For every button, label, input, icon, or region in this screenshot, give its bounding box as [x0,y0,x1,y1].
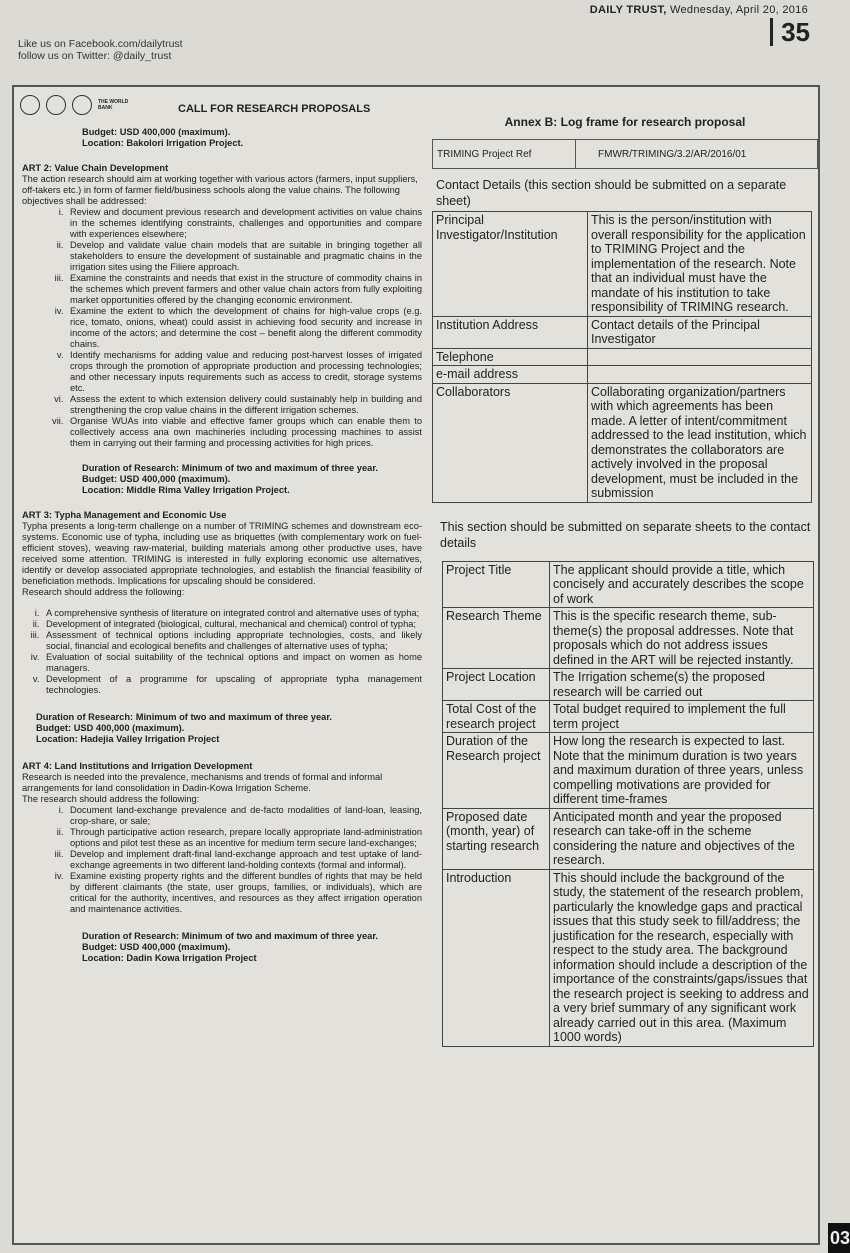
table-row [443,808,814,869]
newspaper-name: DAILY TRUST, Wednesday, April 20, 2016 [589,4,808,16]
coat-of-arms-logo [20,95,40,115]
table-cell: Total Cost of the research project [443,701,550,733]
table-cell: This is the person/institution with overall responsibility for the application to TRIMING Project and the implementation of the research. Note that an individual must have the mandate of his institution to take responsibility of TRIMING research. [588,212,812,317]
table-cell [588,366,812,384]
table-row [433,212,812,317]
table-row [433,383,812,502]
table-cell: Collaborating organization/partners with which agreements has been made. A letter of intent/commitment addressed to the lead institution, which demonstrates the collaborators are actively involved in the proposal development, must be included in the submission [588,383,812,502]
page-number: 35 [770,18,810,46]
masthead [0,0,850,85]
art4-intro: Research is needed into the prevalence, mechanisms and trends of formal and informal arrangements for land consolidation in Dadin-Kowa Irrigation Scheme. [22,772,383,793]
art2-intro: The action research should aim at working together with various actors (farmers, input suppliers, off-takers etc.) in form of farmer field/business schools along the value chains. The following objectives shall be addressed: [22,174,418,206]
social-links [18,38,183,62]
table-cell: The applicant should provide a title, which concisely and accurately describes the scope of work [550,561,814,608]
art2-location: Location: Middle Rima Valley Irrigation Project. [82,485,290,495]
table-cell: Research Theme [443,608,550,669]
list-item: iv. Evaluation of social suitability of the technical options and impact on women as home managers. [42,652,422,674]
table-cell: The Irrigation scheme(s) the proposed research will be carried out [550,669,814,701]
table-row [443,701,814,733]
list-item: i. Review and document previous research and development activities on value chains in the schemes identifying constraints, challenges and opportunities and compare with experiences elsewhere; [66,207,422,240]
list-item: v. Development of a programme for upscaling of appropriate typha management technologies. [42,674,422,696]
art4-budget: Budget: USD 400,000 (maximum). [82,942,231,952]
list-item: ii. Develop and validate value chain models that are suitable in bringing together all stakeholders to ensure the development of sustainable and pragmatic chains in the irrigation sites using the Filiere approach. [66,240,422,273]
art4-title: ART 4: Land Institutions and Irrigation Development [22,761,253,771]
triming-logo [72,95,92,115]
art2-duration: Duration of Research: Minimum of two and maximum of three year. [82,463,379,473]
twitter-link[interactable]: follow us on Twitter: @daily_trust [18,50,172,62]
intro-location: Location: Bakolori Irrigation Project. [82,138,244,148]
art3-duration: Duration of Research: Minimum of two and maximum of three year. [36,712,333,722]
left-column [22,127,422,964]
art2-budget: Budget: USD 400,000 (maximum). [82,474,231,484]
advert-header [20,93,420,123]
table-cell: e-mail address [433,366,588,384]
table-cell: Introduction [443,869,550,1046]
art4-lead: The research should address the following: [22,794,200,804]
art4-duration: Duration of Research: Minimum of two and maximum of three year. [82,931,379,941]
list-item: i. A comprehensive synthesis of literature on integrated control and alternative uses of typha; [42,608,422,619]
art3-budget: Budget: USD 400,000 (maximum). [36,723,185,733]
table-cell: Proposed date (month, year) of starting research [443,808,550,869]
facebook-link[interactable]: Like us on Facebook.com/dailytrust [18,38,183,50]
ministry-logo [46,95,66,115]
table-cell: How long the research is expected to last. Note that the minimum duration is two years and maximum duration of three years, unless compelling motivations are provided for different time-frames [550,733,814,809]
advert-title: CALL FOR RESEARCH PROPOSALS [178,103,371,115]
list-item: ii. Development of integrated (biological, cultural, mechanical and chemical) control of typha; [42,619,422,630]
table-cell [588,348,812,366]
advert-frame [12,85,820,1245]
art3-lead: Research should address the following: [22,587,185,597]
table-cell: This is the specific research theme, sub-theme(s) the proposal addresses. Note that proposals which do not address issues defined in the ART will be rejected instantly. [550,608,814,669]
art3-list [22,608,422,696]
art2-title: ART 2: Value Chain Development [22,163,169,173]
table-row [433,348,812,366]
table-row [443,608,814,669]
proposal-table [442,561,814,1047]
table-cell: This should include the background of the study, the statement of the research problem, particularly the knowledge gaps and practical issues that this study seek to fill/address; the justification for the research, especially with respect to the study area. The background information should include a description of the importance of the constraints/gaps/issues that the research project is seeking to address and a very brief summary of any significant work already carried out in this area. (Maximum 1000 words) [550,869,814,1046]
table-cell: Collaborators [433,383,588,502]
list-item: iii. Develop and implement draft-final land-exchange approach and test uptake of land-exchange agreements in two different land-holding contexts (formal and informal). [66,849,422,871]
table-row [443,669,814,701]
table-cell: Duration of the Research project [443,733,550,809]
table-cell: Principal Investigator/Institution [433,212,588,317]
art4-list [22,805,422,915]
art4-location: Location: Dadin Kowa Irrigation Project [82,953,257,963]
table-cell: Project Location [443,669,550,701]
list-item: v. Identify mechanisms for adding value and reducing post-harvest losses of irrigated crops through the promotion of appropriate production and processing technologies; and other necessary inputs requirements such as access to credit, storage systems etc. [66,350,422,394]
table-cell: Contact details of the Principal Investigator [588,316,812,348]
page-corner-tab: 03 [828,1223,850,1253]
art3-title: ART 3: Typha Management and Economic Use [22,510,227,520]
art3-intro: Typha presents a long-term challenge on a number of TRIMING schemes and downstream eco-systems. Economic use of typha, including use as briquettes (with complementary work on fuel-efficient stoves), weaving raw-material, building materials among other productive uses, have received some attention. TRIMING is interested in fully exploring economic use alternatives, identify or develop associated appropriate technologies, and establish the financial feasibility of beneficiation methods. Implications for upscaling should be considered. [22,521,422,586]
contact-table [432,211,812,503]
art3-location: Location: Hadejia Valley Irrigation Project [36,734,220,744]
table-cell: Total budget required to implement the full term project [550,701,814,733]
list-item: iv. Examine the extent to which the development of chains for high-value crops (e.g. rice, tomato, onions, wheat) could assist in achieving food security and increase in income of the actors; and determine the cost – benefit along the different commodity chains. [66,306,422,350]
table-row [443,869,814,1046]
table-cell: Anticipated month and year the proposed research can take-off in the scheme considering the nature and objectives of the research. [550,808,814,869]
right-column [432,113,818,1047]
art2-list [22,207,422,449]
table-row [433,316,812,348]
list-item: ii. Through participative action research, prepare locally appropriate land-administration options and pilot test these as an incentive for medium term secure land-exchanges; [66,827,422,849]
table-cell: Institution Address [433,316,588,348]
project-ref-box [432,139,818,169]
table-row [433,366,812,384]
list-item: vi. Assess the extent to which extension delivery could sustainably help in building and strengthening the crop value chains in the different irrigation schemes. [66,394,422,416]
table-row [443,733,814,809]
world-bank-logo: THE WORLD BANK [98,99,129,111]
project-ref-value: FMWR/TRIMING/3.2/AR/2016/01 [598,148,747,160]
list-item: iv. Examine existing property rights and the different bundles of rights that may be held by different claimants (the state, user groups, families, or individuals), which are critical for the authority, incentives, and resources as they affect irrigation operation and maintenance activities. [66,871,422,915]
list-item: iii. Examine the constraints and needs that exist in the structure of commodity chains in the schemes which prevent farmers and other value chain actors from fully exploiting market opportunities offered by the changing economic environment. [66,273,422,306]
table-cell: Telephone [433,348,588,366]
intro-budget: Budget: USD 400,000 (maximum). [82,127,231,137]
list-item: i. Document land-exchange prevalence and de-facto modalities of land-loan, leasing, crop-share, or sale; [66,805,422,827]
project-ref-label: TRIMING Project Ref [433,140,576,168]
table-cell: Project Title [443,561,550,608]
logo-row [20,95,138,115]
separate-sheet-note: This section should be submitted on separate sheets to the contact details [440,519,811,550]
annex-title: Annex B: Log frame for research proposal [504,115,746,129]
list-item: vii. Organise WUAs into viable and effective famer groups which can enable them to collectively access ana own machineries including processing machines to assist them in carrying out their farming and processing activities for high prices. [66,416,422,449]
table-row [443,561,814,608]
contact-note: Contact Details (this section should be submitted on a separate sheet) [436,178,787,208]
issue-date: Wednesday, April 20, 2016 [670,4,808,16]
list-item: iii. Assessment of technical options including appropriate technologies, costs, and likely social, financial and ecological benefits and challenges of alternative uses of typha; [42,630,422,652]
